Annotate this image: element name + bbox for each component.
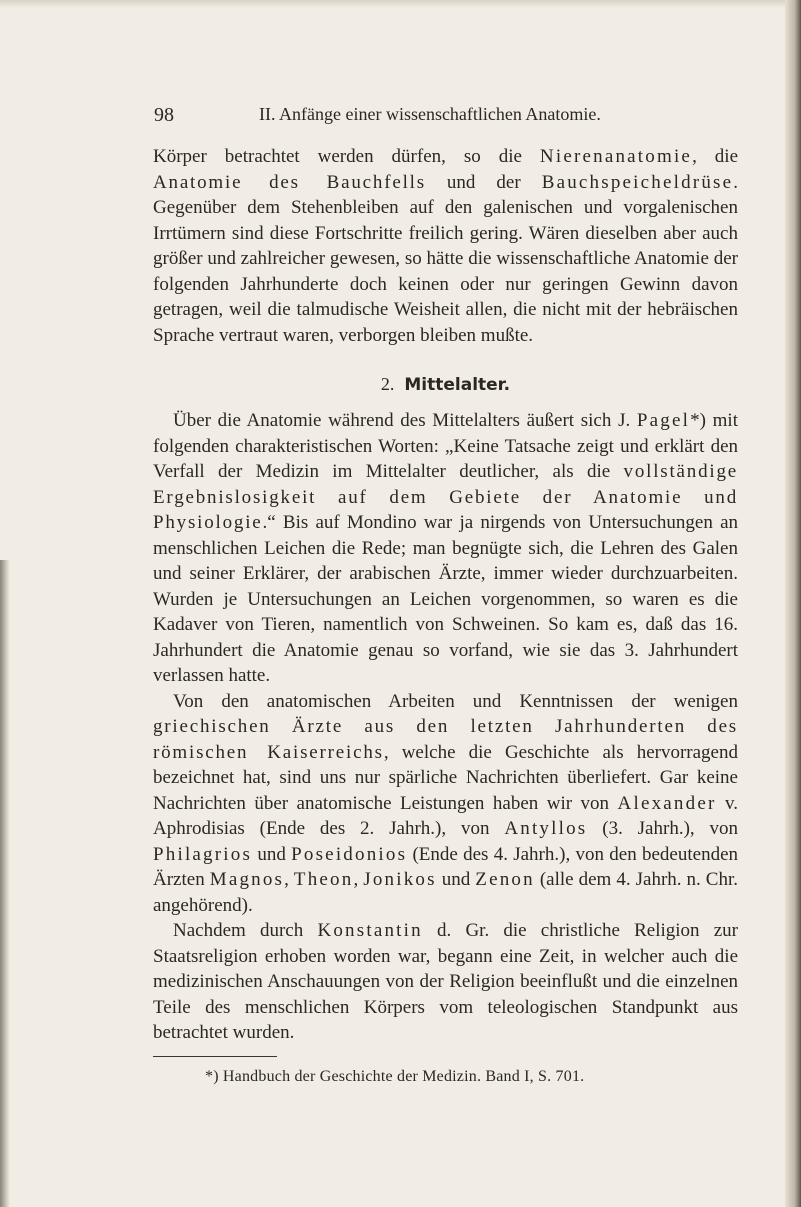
footnote: *) Handbuch der Geschichte der Medizin. Band I, S. 701. [205, 1068, 585, 1085]
section-heading [153, 372, 738, 398]
running-head: II. Anfänge einer wissenschaftlichen Anatomie. [259, 104, 601, 124]
page-header [0, 104, 801, 134]
section-number: 2. [380, 374, 395, 394]
paragraph-4: Nachdem durch Konstantin d. Gr. die christliche Religion zur Staatsreligion erhoben worden war, begann eine Zeit, in welcher auch die medizinischen Anschauungen von der Religion beeinflußt und die einzelnen Teile des menschlichen Körpers vom teleologischen Standpunkt aus betrachtet wurden. [153, 920, 738, 1043]
paragraph-2: Über die Anatomie während des Mittelalters äußert sich J. Pagel*) mit folgenden charakteristischen Worten: „Keine Tatsache zeigt und erklärt den Verfall der Medizin im Mittelalter deutlicher, als die vollständige Ergebnislosigkeit auf dem Gebiete der Anatomie und Physiologie.“ Bis auf Mondino war ja nirgends von Untersuchungen an menschlichen Leichen die Rede; man begnügte sich, die Lehren des Galen und seiner Erklärer, der arabischen Ärzte, immer wieder durchzuarbeiten. Wurden je Untersuchungen an Leichen vorgenommen, so waren es die Kadaver von Tieren, namentlich von Schweinen. So kam es, daß das 16. Jahrhundert die Anatomie genau so vorfand, wie sie das 3. Jahrhundert verlassen hatte. [153, 410, 738, 686]
page-top-shadow [0, 0, 801, 8]
section-title: Mittelalter. [404, 375, 511, 395]
body-text [153, 144, 738, 1046]
footnote-rule [153, 1056, 277, 1057]
paragraph-3: Von den anatomischen Arbeiten und Kenntnissen der wenigen griechischen Ärzte aus den letzten Jahrhunderten des römischen Kaiserreichs, welche die Geschichte als hervorragend bezeichnet hat, sind uns nur spärliche Nachrichten überliefert. Gar keine Nachrichten über anatomische Leistungen haben wir von Alexander v. Aphrodisias (Ende des 2. Jahrh.), von Antyllos (3. Jahrh.), von Philagrios und Poseidonios (Ende des 4. Jahrh.), von den bedeutenden Ärzten Magnos, Theon, Jonikos und Zenon (alle dem 4. Jahrh. n. Chr. angehörend). [153, 690, 739, 916]
paragraph-1: Körper betrachtet werden dürfen, so die Nierenanatomie, die Anatomie des Bauchfells und der Bauchspeicheldrüse. Gegenüber dem Stehenbleiben auf den galenischen und vorgalenischen Irrtümern sind diese Fortschritte freilich gering. Wären dieselben aber auch größer und zahlreicher gewesen, so hätte die wissenschaftliche Anatomie der folgenden Jahrhunderte doch keinen oder nur geringen Gewinn davon getragen, weil die talmudische Weisheit allen, die nicht mit der hebräischen Sprache vertraut waren, verborgen bleiben mußte. [153, 146, 738, 346]
page-left-shadow [0, 560, 10, 1207]
page-number: 98 [154, 104, 174, 126]
page-right-edge [785, 0, 801, 1207]
